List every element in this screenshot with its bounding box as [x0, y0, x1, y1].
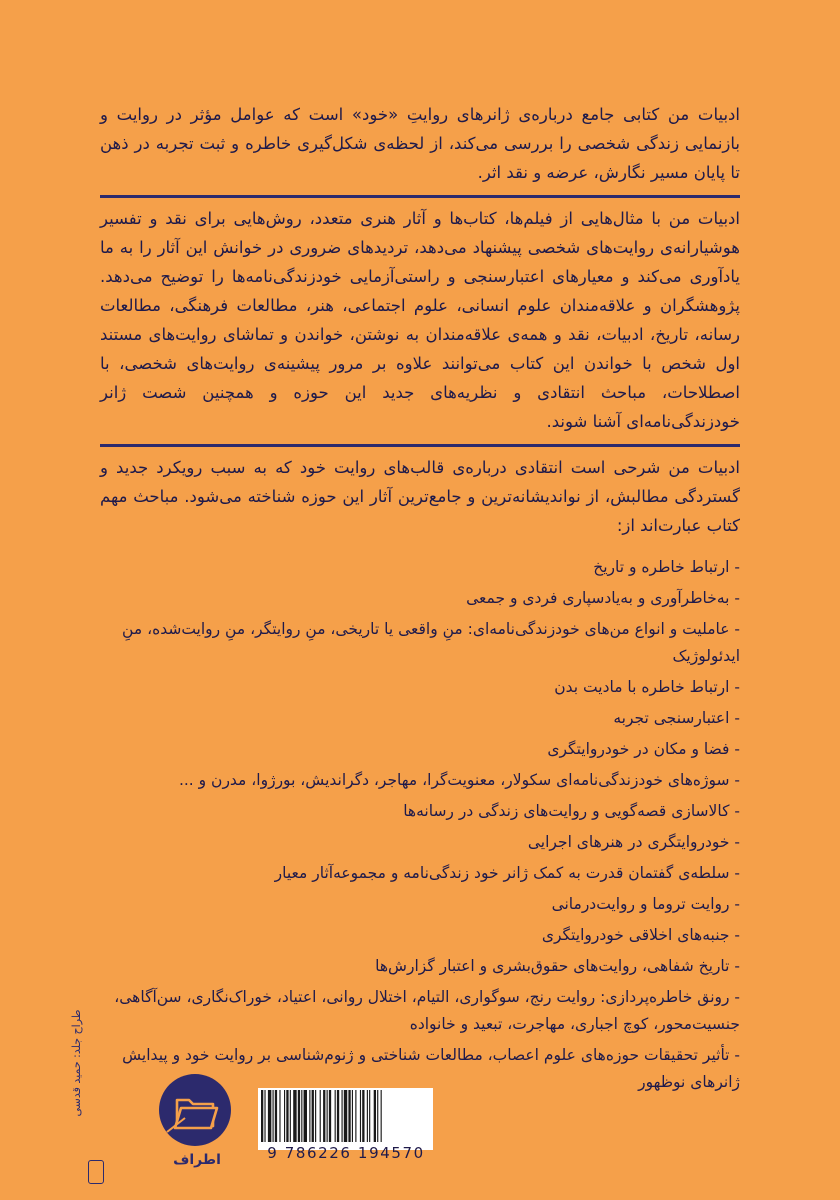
- barcode-bar: [367, 1090, 368, 1142]
- topics-list: [100, 554, 740, 1096]
- barcode-bar: [315, 1090, 316, 1142]
- divider-rule: [100, 195, 740, 198]
- description-paragraph-2: ادبیات من با مثال‌هایی از فیلم‌ها، کتاب‌ها و آثار هنری متعدد، روش‌هایی برای نقد و تفسیر هوشیارانه‌ی روایت‌های شخصی پیشنهاد می‌دهد، تردیدهای ضروری در خوانش این آثار را به ما یادآوری می‌کند و معیارهای اعتبارسنجی و راستی‌آزمایی خودزندگی‌نامه‌ها را توضیح می‌دهد. پژوهشگران و علاقه‌مندان علوم انسانی، علوم اجتماعی، هنر، مطالعات فرهنگی، مطالعات رسانه، تاریخ، ادبیات، نقد و همه‌ی علاقه‌مندان به نوشتن، خواندن و تماشای روایت‌های مستند اول شخص با خواندن این کتاب می‌توانند علاوه بر مرور پیشینه‌ی روایت‌های شخصی، با اصطلاحات، مباحث انتقادی و نظریه‌های جدید این حوزه و همچنین شصت ژانر خودزندگی‌نامه‌ای آشنا شوند.: [100, 209, 740, 431]
- isbn-digits: 9 786226 194570: [267, 1144, 425, 1162]
- barcode-bar: [327, 1090, 328, 1142]
- barcode-bar: [323, 1090, 325, 1142]
- barcode-bar: [377, 1090, 378, 1142]
- list-item: - فضا و مکان در خودروایتگری: [547, 740, 740, 758]
- list-item: - عاملیت و انواع من‌های خودزندگی‌نامه‌ای: منِ واقعی یا تاریخی، منِ روایتگر، منِ روایت‌شده، منِ ایدئولوژیک: [122, 620, 740, 665]
- barcode-bar: [275, 1090, 277, 1142]
- list-item: - خودروایتگری در هنرهای اجرایی: [527, 833, 740, 851]
- cover-designer-credit: طراح جلد: حمید قدسی: [70, 1009, 83, 1117]
- barcode-bar: [304, 1090, 307, 1142]
- barcode-bar: [309, 1090, 310, 1142]
- publisher-name: اطراف: [173, 1152, 221, 1168]
- barcode-bar: [369, 1090, 370, 1142]
- list-item: - سلطه‌ی گفتمان قدرت به کمک ژانر خود زندگی‌نامه و مجموعه‌آثار معیار: [274, 864, 740, 882]
- barcode-bar: [264, 1090, 265, 1142]
- barcode-bar: [360, 1090, 361, 1142]
- barcode-bar: [284, 1090, 285, 1142]
- barcode-bar: [374, 1090, 376, 1142]
- barcode-bar: [312, 1090, 314, 1142]
- barcode-bar: [344, 1090, 347, 1142]
- description-paragraph-1: ادبیات من کتابی جامع درباره‌ی ژانرهای روایتِ «خود» است که عوامل مؤثر در روایت و بازنمایی زندگی شخصی را بررسی می‌کند، از لحظه‌ی شکل‌گیری خاطره و ثبت تجربه در ذهن تا پایان مسیر نگارش، عرضه و نقد اثر.: [100, 105, 740, 182]
- list-item: - تأثیر تحقیقات حوزه‌های علوم اعصاب، مطالعات شناختی و ژنوم‌شناسی بر روایت خود و پیدایش ژانرهای نوظهور: [122, 1046, 740, 1091]
- barcode-bar: [352, 1090, 353, 1142]
- isbn-barcode: [258, 1088, 433, 1150]
- list-item: - تاریخ شفاهی، روایت‌های حقوق‌بشری و اعتبار گزارش‌ها: [375, 957, 740, 975]
- list-item: - رونق خاطره‌پردازی: روایت رنج، سوگواری، التیام، اختلال روانی، اعتیاد، خوراک‌نگاری، سن‌آگاهی، جنسیت‌محور، کوچ اجباری، مهاجرت، تبعید و خانواده: [114, 988, 740, 1033]
- barcode-bar: [290, 1090, 291, 1142]
- barcode-bar: [293, 1090, 296, 1142]
- list-item: - اعتبارسنجی تجربه: [613, 709, 740, 727]
- list-item: - ارتباط خاطره با مادیت بدن: [554, 678, 740, 696]
- description-paragraph-3: ادبیات من شرحی است انتقادی درباره‌ی قالب‌های روایت خود که به سبب رویکرد جدید و گستردگی مطالبش، از نواندیشانه‌ترین و جامع‌ترین آثار این حوزه شناخته می‌شود. مباحث مهم کتاب عبارت‌اند از:: [100, 458, 740, 535]
- barcode-bar: [273, 1090, 274, 1142]
- list-item: - کالاسازی قصه‌گویی و روایت‌های زندگی در رسانه‌ها: [403, 802, 740, 820]
- barcode-bar: [286, 1090, 288, 1142]
- barcode-bar: [279, 1090, 280, 1142]
- barcode-bar: [342, 1090, 343, 1142]
- barcode-bars: [258, 1088, 433, 1144]
- barcode-bar: [268, 1090, 271, 1142]
- list-item: - سوژه‌های خودزندگی‌نامه‌ای سکولار، معنویت‌گرا، مهاجر، دگراندیش، بورژوا، مدرن و ...: [178, 771, 740, 789]
- back-cover-text: [100, 100, 740, 1100]
- list-item: - ارتباط خاطره و تاریخ: [593, 558, 740, 576]
- list-item: - به‌خاطرآوری و به‌یادسپاری فردی و جمعی: [466, 589, 740, 607]
- barcode-bar: [337, 1090, 339, 1142]
- signature-stamp: [88, 1160, 104, 1184]
- barcode-bar: [362, 1090, 364, 1142]
- barcode-bar: [355, 1090, 356, 1142]
- barcode-bar: [301, 1090, 302, 1142]
- folder-icon: [155, 1070, 235, 1150]
- list-item: - روایت تروما و روایت‌درمانی: [551, 895, 740, 913]
- list-item: - جنبه‌های اخلاقی خودروایتگری: [541, 926, 740, 944]
- barcode-bar: [329, 1090, 331, 1142]
- barcode-bar: [320, 1090, 321, 1142]
- barcode-bar: [261, 1090, 263, 1142]
- barcode-bar: [348, 1090, 350, 1142]
- barcode-bar: [335, 1090, 336, 1142]
- divider-rule: [100, 444, 740, 447]
- barcode-bar: [298, 1090, 300, 1142]
- barcode-bar: [381, 1090, 382, 1142]
